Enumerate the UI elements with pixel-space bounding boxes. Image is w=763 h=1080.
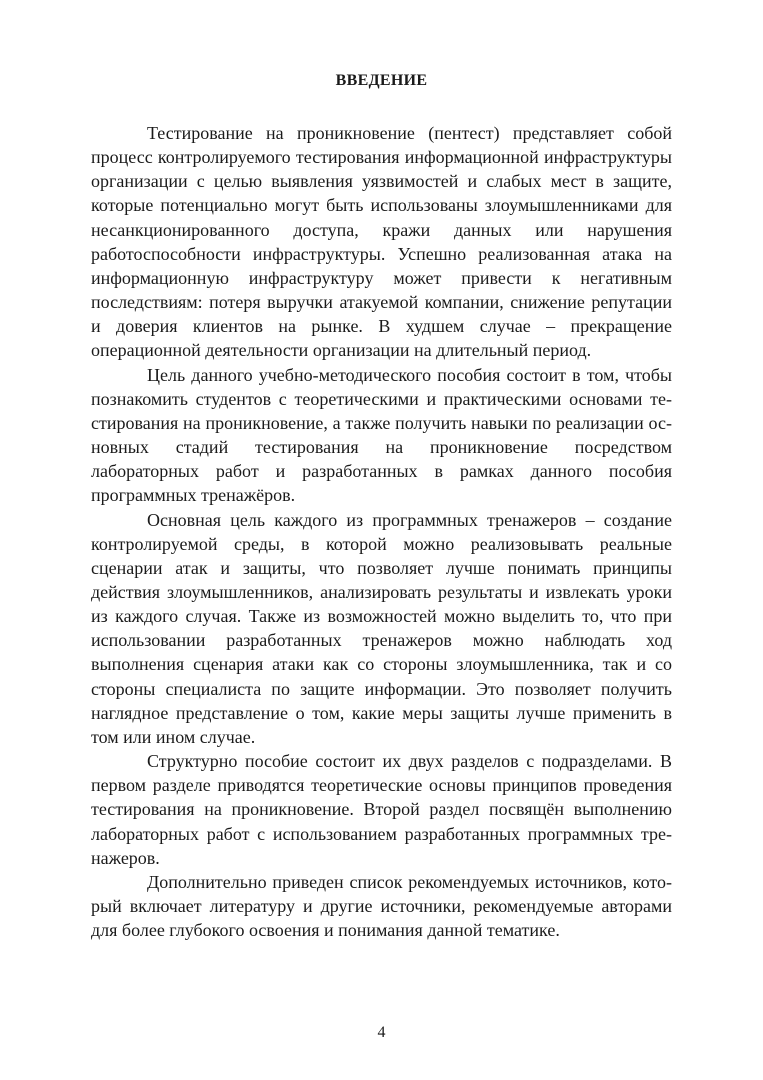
paragraph-structure: Структурно пособие состоит их двух разделов с подразделами. В первом разделе приводятся теоретические основы принципов проведения тестирования на проникновение. Второй раздел посвящён выполнению лабораторных работ с использованием разработанных программных тренажеров. [91, 751, 672, 868]
paragraph-goal: Цель данного учебно-методического пособия состоит в том, чтобы познакомить студентов с теоретическими и практическими основами тестирования на проникновение, а также получить навыки по реализации основных стадий тестирования на проникновение посредством лабораторных работ и разработанных в рамках данного пособия программных тренажёров. [91, 364, 672, 506]
document-page [91, 0, 672, 1080]
page-title: ВВЕДЕНИЕ [335, 72, 428, 89]
paragraph-sources: Дополнительно приведен список рекомендуемых источников, который включает литературу и другие источники, рекомендуемые авторами для более глубокого освоения и понимания данной тематике. [91, 871, 672, 941]
document-body [91, 121, 672, 942]
paragraph-trainers: Основная цель каждого из программных тренажеров – создание контролируемой среды, в которой можно реализовывать реальные сценарии атак и защиты, что позволяет лучше понимать принципы действия злоумышленников, анализировать результаты и извлекать уроки из каждого случая. Также из возможностей можно выделить то, что при использовании разработанных тренажеров можно наблюдать ход выполнения сценария атаки как со стороны злоумышленника, так и со стороны специалиста по защите информации. Это позволяет получить наглядное представление о том, какие меры защиты лучше применить в том или ином случае. [91, 509, 672, 747]
page-number: 4 [377, 1024, 386, 1041]
paragraph-intro-pentest: Тестирование на проникновение (пентест) представляет собой процесс контролируемого тестирования информационной инфраструктуры организации с целью выявления уязвимостей и слабых мест в защите, которые потенциально могут быть использованы злоумышленниками для несанкционированного доступа, кражи данных или нарушения работоспособности инфраструктуры. Успешно реализованная атака на информационную инфраструктуру может привести к негативным последствиям: потеря выручки атакуемой компании, снижение репутации и доверия клиентов на рынке. В худшем случае – прекращение операционной деятельности организации на длительный период. [91, 123, 672, 361]
